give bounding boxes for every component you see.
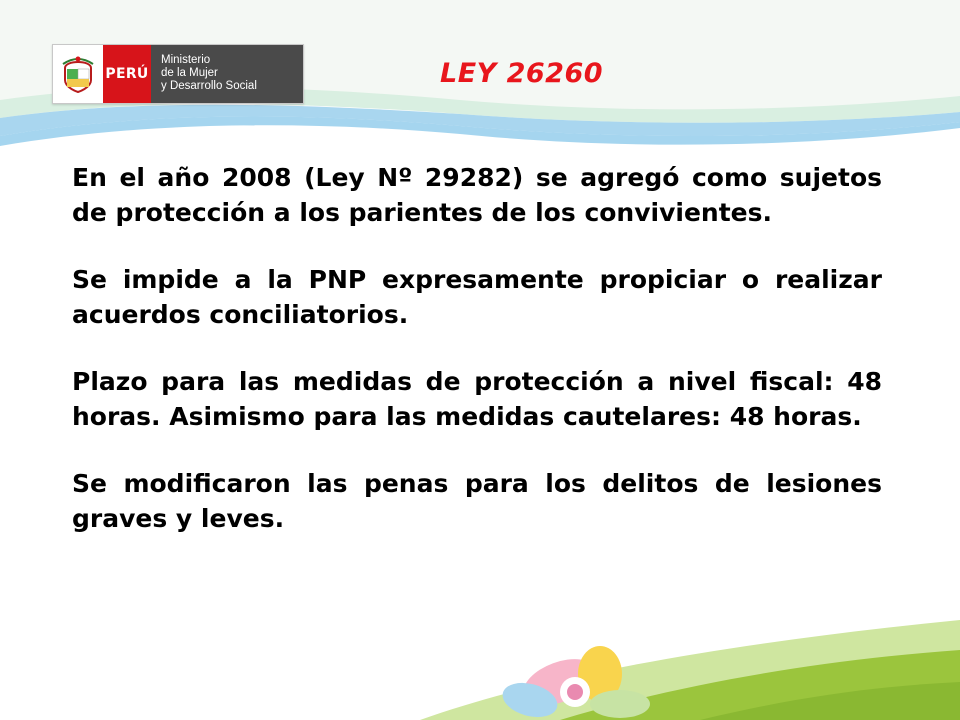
- ministry-logo: [52, 44, 304, 104]
- bottom-decorative-swoosh: [0, 600, 960, 720]
- logo-ministry-line-2: de la Mujer: [161, 67, 218, 79]
- slide-content: [72, 160, 882, 568]
- paragraph-pnp-conciliation: Se impide a la PNP expresamente propiciar o realizar acuerdos conciliatorios.: [72, 265, 882, 329]
- paragraph-penalties: Se modificaron las penas para los delitos de lesiones graves y leves.: [72, 469, 882, 533]
- logo-ministry-line-3: y Desarrollo Social: [161, 80, 257, 92]
- slide-title: LEY 26260: [440, 58, 604, 89]
- logo-country: PERÚ: [103, 45, 151, 103]
- coat-of-arms-icon: [53, 45, 103, 103]
- logo-ministry-name: [151, 45, 303, 103]
- logo-ministry-line-1: Ministerio: [161, 54, 211, 66]
- paragraph-family-members: En el año 2008 (Ley Nº 29282) se agregó como sujetos de protección a los parientes de los convivientes.: [72, 163, 882, 227]
- paragraph-protection-deadline: Plazo para las medidas de protección a nivel fiscal: 48 horas. Asimismo para las medidas cautelares: 48 horas.: [72, 367, 882, 431]
